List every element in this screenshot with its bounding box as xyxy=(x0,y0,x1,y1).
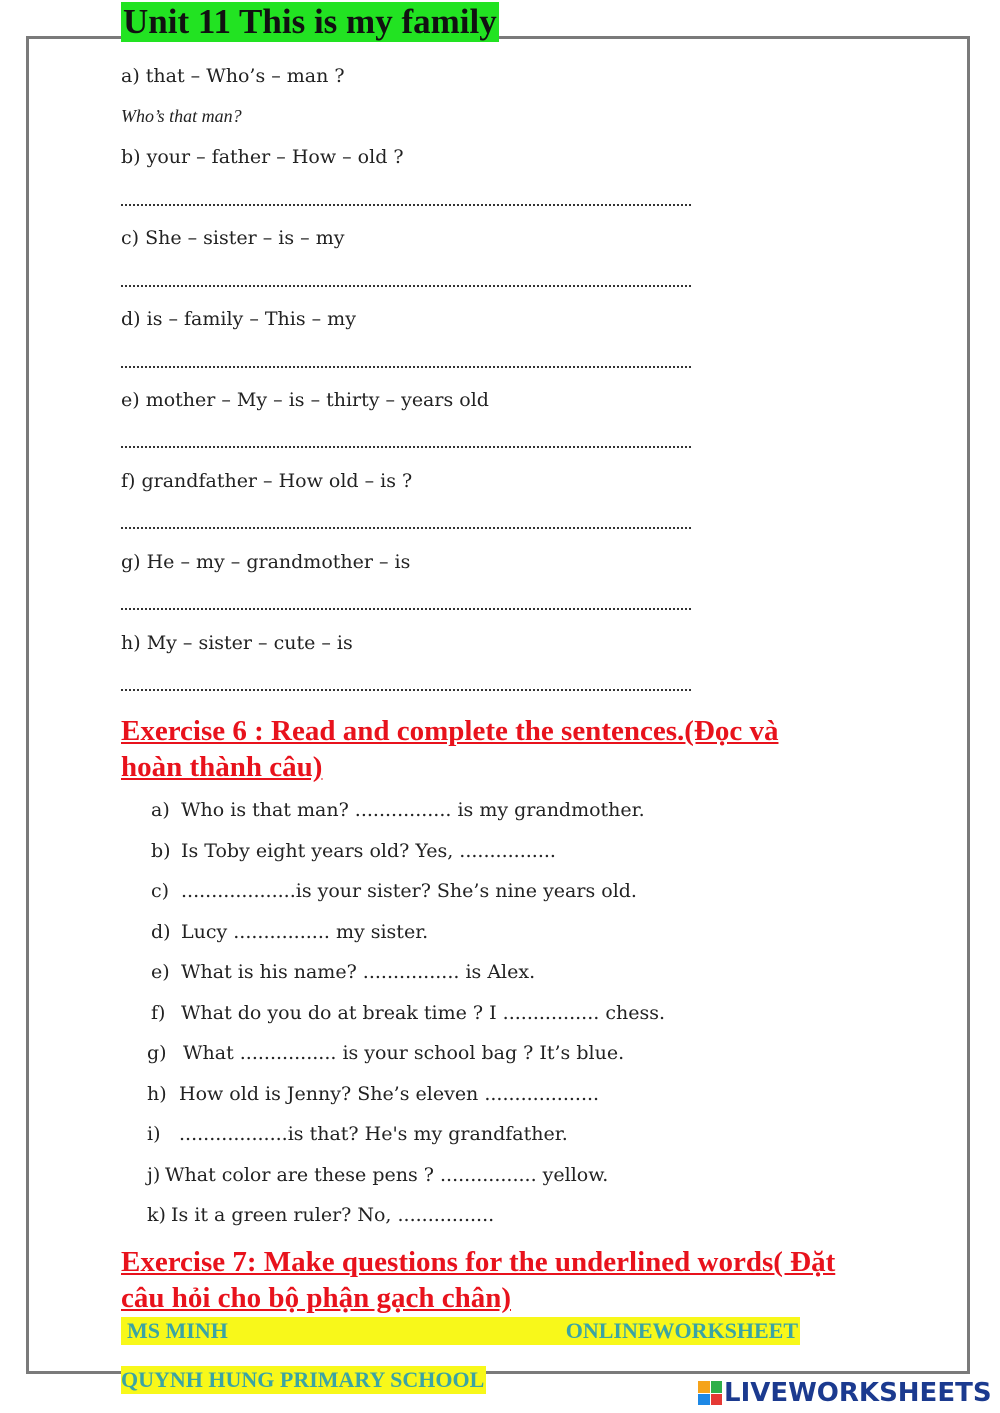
prompt-h: h) My – sister – cute – is xyxy=(121,632,353,654)
prompt-f: f) grandfather – How old – is ? xyxy=(121,470,413,492)
item-text: ..................is that? He's my grandfather. xyxy=(179,1123,568,1145)
item-text: Who is that man? ................ is my grandmother. xyxy=(181,799,645,821)
liveworksheets-logo[interactable] xyxy=(698,1377,992,1409)
answer-line-c[interactable] xyxy=(121,285,691,287)
site-name: ONLINEWORKSHEET xyxy=(565,1318,798,1343)
exercise-6-item-g xyxy=(147,1042,624,1064)
item-text: What ................ is your school bag ? It’s blue. xyxy=(183,1042,625,1064)
item-label: b) xyxy=(151,840,171,862)
answer-line-e[interactable] xyxy=(121,446,691,448)
exercise-6-item-d xyxy=(151,921,428,943)
brand-name: LIVEWORKSHEETS xyxy=(724,1378,992,1408)
answer-line-g[interactable] xyxy=(121,608,691,610)
item-label: h) xyxy=(147,1083,167,1105)
prompt-a: a) that – Who’s – man ? xyxy=(121,65,345,87)
answer-line-d[interactable] xyxy=(121,366,691,368)
item-label: f) xyxy=(151,1002,166,1024)
exercise-7-heading: Exercise 7: Make questions for the underlined words( Đặt câu hỏi cho bộ phận gạch chân) xyxy=(121,1246,836,1314)
teacher-name: MS MINH xyxy=(127,1318,228,1343)
exercise-6-item-k xyxy=(147,1204,494,1226)
exercise-6-heading: Exercise 6 : Read and complete the sentences.(Đọc và hoàn thành câu) xyxy=(121,715,779,783)
item-text: What do you do at break time ? I ................ chess. xyxy=(181,1002,665,1024)
item-label: d) xyxy=(151,921,171,943)
liveworksheets-logo-icon xyxy=(698,1381,722,1405)
school-name: QUYNH HUNG PRIMARY SCHOOL xyxy=(121,1367,485,1392)
item-text: Is Toby eight years old? Yes, ................ xyxy=(181,840,556,862)
exercise-6-item-c xyxy=(151,880,637,902)
exercise-6-item-e xyxy=(151,961,535,983)
exercise-6-item-h xyxy=(147,1083,599,1105)
answer-line-b[interactable] xyxy=(121,204,691,206)
item-text: Lucy ................ my sister. xyxy=(181,921,429,943)
prompt-g: g) He – my – grandmother – is xyxy=(121,551,411,573)
prompt-e: e) mother – My – is – thirty – years old xyxy=(121,389,489,411)
item-label: i) xyxy=(147,1123,161,1145)
item-label: g) xyxy=(147,1042,167,1064)
page-title: Unit 11 This is my family xyxy=(123,2,497,41)
item-text: ...................is your sister? She’s nine years old. xyxy=(181,880,637,902)
prompt-b: b) your – father – How – old ? xyxy=(121,146,404,168)
item-label: k) xyxy=(147,1204,166,1226)
exercise-6-item-a xyxy=(151,799,645,821)
answer-a: Who’s that man? xyxy=(121,106,242,126)
item-label: a) xyxy=(151,799,170,821)
prompt-d: d) is – family – This – my xyxy=(121,308,356,330)
answer-line-h[interactable] xyxy=(121,689,691,691)
item-text: What is his name? ................ is Alex. xyxy=(181,961,536,983)
exercise-6-item-b xyxy=(151,840,556,862)
answer-line-f[interactable] xyxy=(121,527,691,529)
item-text: Is it a green ruler? No, ................ xyxy=(171,1204,495,1226)
item-label: e) xyxy=(151,961,170,983)
footer-banner xyxy=(121,1317,800,1345)
item-text: How old is Jenny? She’s eleven ................... xyxy=(179,1083,600,1105)
exercise-6-item-i xyxy=(147,1123,568,1145)
exercise-6-item-j xyxy=(147,1164,608,1186)
prompt-c: c) She – sister – is – my xyxy=(121,227,345,249)
item-text: What color are these pens ? ................ yellow. xyxy=(165,1164,609,1186)
item-label: c) xyxy=(151,880,170,902)
exercise-6-item-f xyxy=(151,1002,665,1024)
item-label: j) xyxy=(147,1164,161,1186)
